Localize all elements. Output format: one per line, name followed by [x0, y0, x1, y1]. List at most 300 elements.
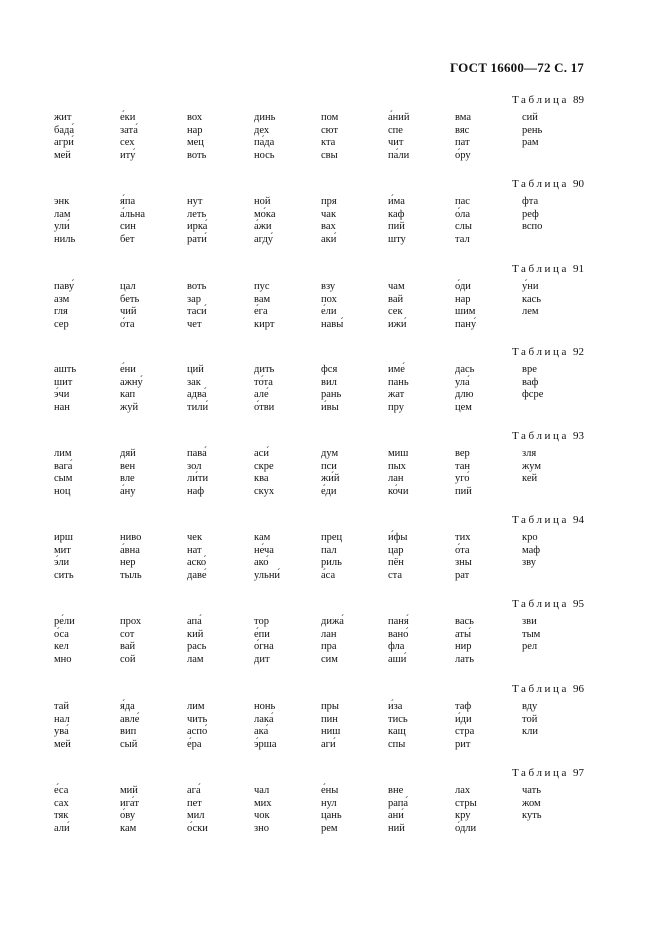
word: паву́: [54, 281, 75, 292]
table-number: 92: [573, 346, 584, 358]
word: мец: [187, 137, 204, 148]
word-column: [54, 196, 75, 246]
word: бет: [120, 233, 135, 245]
word: вяс: [455, 124, 470, 136]
table-label: Таблица: [512, 263, 569, 275]
word: пас: [455, 196, 470, 207]
word: чать: [522, 785, 542, 796]
word: ани́: [388, 810, 404, 821]
word: пох: [321, 293, 337, 305]
table-label: Таблица: [512, 94, 569, 106]
word: тих: [455, 532, 471, 543]
word: ака́: [254, 726, 269, 737]
word: пану́: [455, 318, 477, 330]
word: навы́: [321, 318, 344, 330]
word: даве́: [187, 569, 207, 581]
word-column: [321, 532, 342, 582]
word: о́тви: [254, 401, 275, 413]
word-column: [254, 281, 274, 331]
word: леть: [187, 208, 207, 220]
table-number: 93: [573, 430, 584, 442]
word: о́ди: [455, 281, 471, 292]
word: ной: [254, 196, 271, 207]
word: сек: [388, 306, 403, 317]
word: и́за: [388, 701, 403, 712]
word: зны: [455, 557, 472, 568]
word-column: [120, 448, 136, 498]
word: кей: [522, 473, 538, 484]
word: вай: [120, 641, 136, 652]
word: маф: [522, 544, 541, 556]
word: слы: [455, 221, 472, 232]
word: мей: [54, 149, 71, 161]
word: беть: [120, 293, 140, 305]
table-caption: [512, 430, 584, 442]
word: пань: [388, 376, 409, 388]
word: чак: [321, 208, 337, 220]
word: ре́ли: [54, 616, 75, 627]
word: чить: [187, 713, 208, 725]
word: гля: [54, 306, 68, 317]
word: тяк: [54, 810, 69, 821]
word: ирка́: [187, 221, 208, 232]
table-number: 95: [573, 598, 584, 610]
word: фла: [388, 641, 405, 652]
word: сий: [522, 112, 538, 123]
word-column: [388, 785, 408, 835]
word: кирт: [254, 318, 275, 330]
word: а́са: [321, 569, 336, 581]
word: жум: [522, 460, 542, 472]
word: фся: [321, 364, 338, 375]
word: жат: [388, 389, 405, 400]
word: о́ру: [455, 149, 471, 161]
word: вано́: [388, 628, 409, 640]
word: рем: [321, 822, 338, 834]
word: нул: [321, 797, 337, 809]
word: дижа́: [321, 616, 344, 627]
word: кру: [455, 810, 471, 821]
word-column: [187, 532, 207, 582]
word: шим: [455, 306, 476, 317]
word-column: [54, 532, 74, 582]
word: рел: [522, 641, 538, 652]
word-column: [321, 448, 340, 498]
word-column: [522, 532, 540, 570]
word: дит: [254, 653, 270, 665]
word: ирш: [54, 532, 73, 543]
word: лим: [54, 448, 72, 459]
word: о́ла: [455, 208, 471, 220]
word: пси: [321, 460, 337, 472]
table-caption: [512, 598, 584, 610]
word: цань: [321, 810, 342, 821]
word-column: [187, 364, 208, 414]
word-column: [187, 281, 207, 331]
word: фсре: [522, 389, 544, 400]
word: зата́: [120, 124, 138, 136]
word-column: [388, 364, 409, 414]
word: нат: [187, 544, 202, 556]
word: тай: [54, 701, 69, 712]
word: ульни́: [254, 569, 281, 581]
word: пры: [321, 701, 339, 712]
word: э́ли: [54, 557, 70, 568]
word: нал: [54, 713, 70, 725]
word: вась: [455, 616, 474, 627]
word: о́ву: [120, 810, 136, 821]
word: ний: [388, 822, 405, 834]
word: ули́: [54, 221, 70, 232]
word: мит: [54, 544, 71, 556]
word: вле: [120, 473, 135, 484]
word: рати́: [187, 233, 207, 245]
word: зви: [522, 616, 537, 627]
word: свы: [321, 149, 338, 161]
word-column: [321, 785, 342, 835]
word: пря: [321, 196, 337, 207]
word-column: [254, 196, 276, 246]
word-column: [120, 701, 139, 751]
word: воть: [187, 281, 207, 292]
word: сить: [54, 569, 74, 581]
word: а́ну: [120, 485, 136, 497]
word: авле́: [120, 713, 140, 725]
word: э́рша: [254, 738, 277, 750]
word: е́ни: [120, 364, 136, 375]
word-column: [388, 196, 406, 246]
word: чал: [254, 785, 270, 796]
word: вре: [522, 364, 537, 375]
word: апа́: [187, 616, 202, 627]
word: па́да: [254, 137, 275, 148]
word-column: [54, 112, 74, 162]
table-caption: [512, 767, 584, 779]
word-column: [321, 196, 337, 246]
word: тор: [254, 616, 269, 627]
table-label: Таблица: [512, 346, 569, 358]
word: вне: [388, 785, 404, 796]
word: я́па: [120, 196, 136, 207]
word: длю: [455, 389, 474, 400]
word-column: [455, 196, 472, 246]
word: дась: [455, 364, 475, 375]
word: е́ны: [321, 785, 339, 796]
word-column: [388, 448, 408, 498]
word: але́: [254, 389, 269, 400]
word: цар: [388, 544, 404, 556]
word-column: [187, 785, 208, 835]
word: вай: [388, 293, 404, 305]
word: о́та: [455, 544, 470, 556]
word: нан: [54, 401, 70, 413]
word: аспо́: [187, 726, 208, 737]
word: чок: [254, 810, 270, 821]
word: уго́: [455, 473, 470, 484]
word: динь: [254, 112, 276, 123]
table-number: 89: [573, 94, 584, 106]
word: вил: [321, 376, 337, 388]
word: е́ки: [120, 112, 136, 123]
word: рась: [187, 641, 207, 652]
word: мей: [54, 738, 71, 750]
word-column: [388, 281, 407, 331]
word: сой: [120, 653, 136, 665]
word: спы: [388, 738, 406, 750]
word-column: [522, 196, 542, 234]
word: нось: [254, 149, 275, 161]
table-number: 96: [573, 683, 584, 695]
word-column: [120, 281, 139, 331]
word: о́дли: [455, 822, 477, 834]
word: пых: [388, 460, 406, 472]
word: ваф: [522, 376, 539, 388]
word-column: [455, 364, 474, 414]
word: э́чи: [54, 389, 70, 400]
table-number: 91: [573, 263, 584, 275]
word-column: [120, 112, 138, 162]
word: аты́: [455, 628, 472, 640]
word: ашть: [54, 364, 77, 375]
word: ига́т: [120, 797, 139, 809]
word: зак: [187, 376, 201, 388]
word: стра: [455, 726, 475, 737]
word: воть: [187, 149, 207, 161]
word: агду́: [254, 233, 274, 245]
word: дить: [254, 364, 275, 375]
word: цал: [120, 281, 136, 292]
table-caption: [512, 683, 584, 695]
word: кел: [54, 641, 69, 652]
word: вспо: [522, 221, 543, 232]
word: ижи́: [388, 318, 407, 330]
word: о́ски: [187, 822, 208, 834]
word-column: [522, 112, 542, 150]
word: бада́: [54, 124, 75, 136]
table-caption: [512, 514, 584, 526]
word: е́пи: [254, 628, 270, 640]
word: ниш: [321, 726, 341, 737]
word: тили́: [187, 401, 209, 413]
word: ажну́: [120, 376, 143, 388]
word: лам: [187, 653, 204, 665]
word: кащ: [388, 726, 406, 737]
word-column: [455, 701, 474, 751]
table-number: 90: [573, 178, 584, 190]
word: вах: [321, 221, 336, 232]
word: тал: [455, 233, 470, 245]
word: лем: [522, 306, 539, 317]
word: жом: [522, 797, 541, 809]
word: о́та: [120, 318, 135, 330]
word: прох: [120, 616, 142, 627]
word: нер: [120, 557, 136, 568]
word: той: [522, 713, 538, 725]
word: ноц: [54, 485, 71, 497]
word: ула́: [455, 376, 470, 388]
word: пус: [254, 281, 270, 292]
word-column: [120, 616, 141, 666]
word: рапа́: [388, 797, 409, 809]
word: ли́ти: [187, 473, 209, 484]
word: ста: [388, 569, 403, 581]
word: пава́: [187, 448, 207, 459]
table-caption: [512, 346, 584, 358]
word: и́ма: [388, 196, 405, 207]
word: аши́: [388, 653, 407, 665]
word: пён: [388, 557, 404, 568]
word: име́: [388, 364, 405, 375]
word: зля: [522, 448, 537, 459]
word: сый: [120, 738, 138, 750]
word: жуй: [120, 401, 139, 413]
word: тыль: [120, 569, 142, 581]
word: ага́: [187, 785, 201, 796]
word: кли: [522, 726, 538, 737]
word: сот: [120, 628, 135, 640]
word: азм: [54, 293, 70, 305]
table-label: Таблица: [512, 514, 569, 526]
word: фта: [522, 196, 539, 207]
word: аги́: [321, 738, 336, 750]
word-column: [254, 532, 280, 582]
word-column: [54, 281, 74, 331]
word: стры: [455, 797, 477, 809]
word: взу: [321, 281, 336, 292]
word: пин: [321, 713, 338, 725]
word: ниво: [120, 532, 142, 543]
word-column: [254, 364, 274, 414]
word: аки́: [321, 233, 337, 245]
word: жи́й: [321, 473, 340, 484]
word: сют: [321, 124, 338, 136]
word-column: [455, 616, 474, 666]
word: лим: [187, 701, 205, 712]
word: ува́: [54, 726, 69, 737]
word-column: [321, 112, 338, 162]
table-caption: [512, 178, 584, 190]
word: пий: [455, 485, 472, 497]
word: тан: [455, 460, 470, 472]
word-column: [522, 281, 541, 319]
word: скре: [254, 460, 274, 472]
word: мих: [254, 797, 272, 809]
word-column: [388, 701, 408, 751]
word-column: [522, 701, 538, 739]
word-column: [54, 785, 70, 835]
word: чит: [388, 137, 404, 148]
word: дяй: [120, 448, 136, 459]
word-column: [522, 616, 540, 654]
word: чек: [187, 532, 203, 543]
word: а́ний: [388, 112, 410, 123]
table-label: Таблица: [512, 683, 569, 695]
page-header: ГОСТ 16600—72 С. 17: [450, 60, 584, 75]
word: лан: [321, 628, 337, 640]
word: а́жи: [254, 221, 272, 232]
word-column: [388, 616, 409, 666]
word: паня́: [388, 616, 409, 627]
word-column: [321, 281, 343, 331]
word: е́ра: [187, 738, 202, 750]
word: у́ни: [522, 281, 539, 292]
word: не́ча: [254, 544, 274, 556]
word: вер: [455, 448, 470, 459]
word: е́са: [54, 785, 69, 796]
word: али́: [54, 822, 70, 834]
word: жит: [54, 112, 72, 123]
word: пом: [321, 112, 339, 123]
word: вма: [455, 112, 472, 123]
table-number: 97: [573, 767, 584, 779]
word: шит: [54, 376, 73, 388]
word: вип: [120, 726, 137, 737]
word: е́ди: [321, 485, 337, 497]
word: нонь: [254, 701, 276, 712]
word: о́са: [54, 628, 69, 640]
word: адва́: [187, 389, 207, 400]
word-column: [187, 112, 206, 162]
word-column: [54, 364, 76, 414]
word: шту: [388, 233, 406, 245]
word: лах: [455, 785, 471, 796]
table-number: 94: [573, 514, 584, 526]
word: вду: [522, 701, 538, 712]
word: ниль: [54, 233, 76, 245]
word-column: [522, 785, 542, 823]
word-column: [187, 448, 208, 498]
word-column: [254, 616, 274, 666]
word: лам: [54, 208, 71, 220]
word: кап: [120, 389, 136, 400]
word: дех: [254, 124, 270, 136]
word: а́вна: [120, 544, 140, 556]
word: лать: [455, 653, 475, 665]
word: вох: [187, 112, 203, 123]
word: ций: [187, 364, 204, 375]
word: аси́: [254, 448, 269, 459]
word-column: [522, 364, 543, 402]
word: ко́чи: [388, 485, 409, 497]
word: кта: [321, 137, 336, 148]
word: спе: [388, 124, 403, 136]
word-column: [455, 532, 472, 582]
word: нар: [455, 293, 471, 305]
word: я́да: [120, 701, 135, 712]
word-column: [321, 616, 344, 666]
word: вам: [254, 293, 271, 305]
word: пра: [321, 641, 337, 652]
table-label: Таблица: [512, 178, 569, 190]
word: пат: [455, 137, 470, 148]
word: рень: [522, 124, 543, 136]
word: ква: [254, 473, 269, 484]
table-label: Таблица: [512, 767, 569, 779]
word-column: [187, 701, 207, 751]
table-label: Таблица: [512, 430, 569, 442]
word: син: [120, 221, 136, 232]
word-column: [120, 532, 142, 582]
word: чам: [388, 281, 405, 292]
word: сах: [54, 797, 69, 809]
word: вага́: [54, 460, 73, 472]
word-column: [522, 448, 541, 486]
word: рам: [522, 137, 539, 148]
word: риль: [321, 557, 342, 568]
word: а́льна: [120, 208, 146, 220]
word: кро: [522, 532, 538, 543]
word: миш: [388, 448, 409, 459]
